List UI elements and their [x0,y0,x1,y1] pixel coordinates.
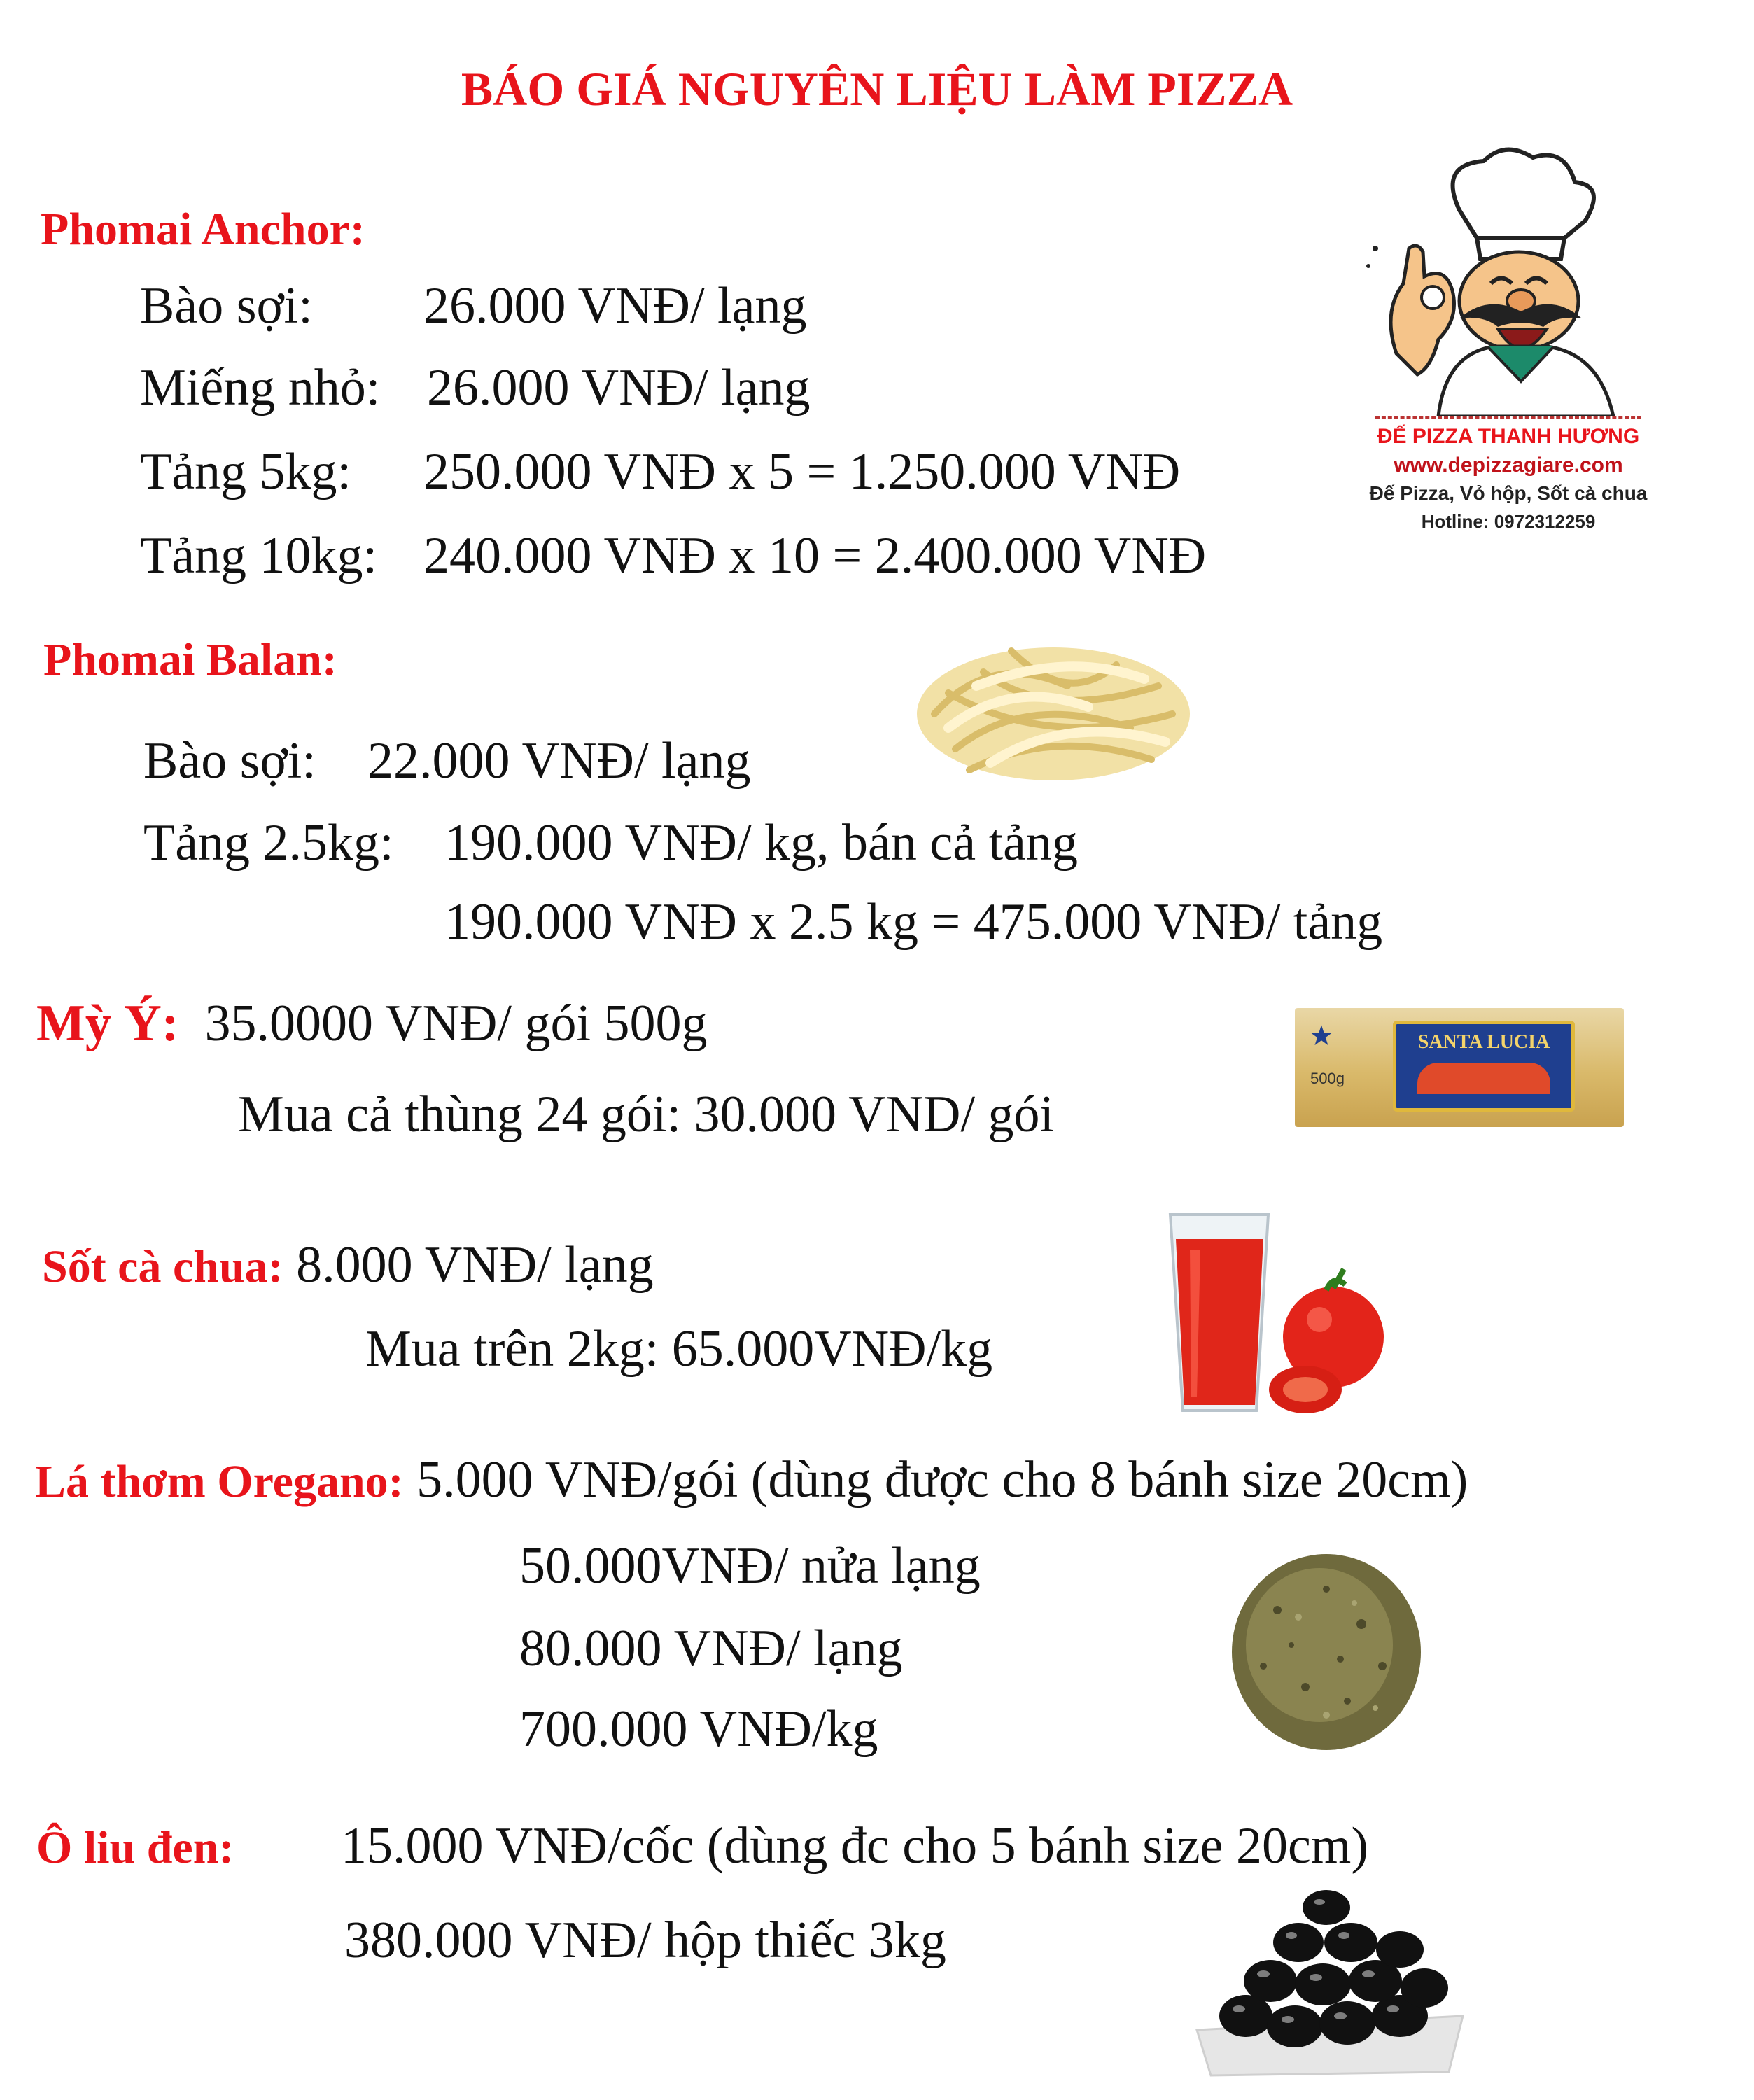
price-line [140,359,811,416]
price-value: 190.000 VNĐ/ kg, bán cả tảng [444,814,1078,872]
price-value: 5.000 VNĐ/gói (dùng được cho 8 bánh size 20cm) [416,1451,1468,1508]
olive-line-1 [36,1816,1368,1876]
price-label: Tảng 5kg: [140,443,352,500]
package-weight: 500g [1310,1070,1345,1087]
page-title: BÁO GIÁ NGUYÊN LIỆU LÀM PIZZA [461,62,1293,115]
price-value: Mua trên 2kg: 65.000VNĐ/kg [365,1320,993,1378]
oregano-line-1 [35,1450,1468,1510]
price-line [143,732,751,790]
section-heading-oregano: Lá thơm Oregano: [35,1456,404,1507]
brand-name: ĐẾ PIZZA THANH HƯƠNG [1377,425,1640,448]
brand-logo [1354,144,1662,550]
price-value: Mua cả thùng 24 gói: 30.000 VND/ gói [238,1086,1055,1143]
section-heading-anchor: Phomai Anchor: [41,204,365,255]
price-line [519,1700,878,1758]
section-heading-sauce: Sốt cà chua: [42,1241,283,1292]
price-line [444,893,1383,951]
section-heading-balan: Phomai Balan: [43,634,337,685]
price-line [519,1620,903,1677]
price-value: 380.000 VNĐ/ hộp thiếc 3kg [344,1912,946,1969]
price-label: Miếng nhỏ: [140,359,381,416]
price-label: Tảng 2.5kg: [143,814,394,872]
brand-tagline: Đế Pizza, Vỏ hộp, Sốt cà chua [1369,482,1648,504]
oregano-image [1221,1547,1431,1757]
price-line [344,1912,946,1969]
package-brand: SANTA LUCIA [1417,1031,1550,1053]
price-line [238,1086,1055,1143]
logo-divider [1375,416,1641,419]
price-value: 35.0000 VNĐ/ gói 500g [204,995,708,1052]
price-line [140,277,807,335]
package-art [1417,1063,1550,1094]
price-label: Bào sợi: [143,732,316,790]
shredded-cheese-image [906,609,1200,791]
price-label: Tảng 10kg: [140,527,378,584]
price-value: 15.000 VNĐ/cốc (dùng đc cho 5 bánh size 20cm) [341,1817,1369,1875]
price-line [140,443,1181,500]
tomato-sauce-image [1162,1200,1393,1424]
price-value: 190.000 VNĐ x 2.5 kg = 475.000 VNĐ/ tảng [444,893,1383,951]
price-value: 22.000 VNĐ/ lạng [367,732,751,790]
price-value: 240.000 VNĐ x 10 = 2.400.000 VNĐ [423,527,1207,584]
brand-hotline: Hotline: 0972312259 [1421,511,1596,532]
price-value: 8.000 VNĐ/ lạng [296,1236,654,1294]
price-value: 50.000VNĐ/ nửa lạng [519,1537,981,1595]
price-value: 80.000 VNĐ/ lạng [519,1620,903,1677]
price-line [140,527,1207,584]
section-heading-pasta: Mỳ Ý: [36,995,179,1052]
sauce-line-1 [42,1236,654,1295]
pasta-line-1 [36,994,708,1054]
price-line [365,1320,993,1378]
chef-mascot-icon [1354,144,1662,416]
price-value: 700.000 VNĐ/kg [519,1700,878,1758]
brand-url: www.depizzagiare.com [1394,454,1623,477]
price-line [519,1537,981,1595]
price-value: 250.000 VNĐ x 5 = 1.250.000 VNĐ [423,443,1181,500]
price-value: 26.000 VNĐ/ lạng [423,277,807,335]
black-olives-image [1183,1876,1477,2079]
price-line [143,814,1078,872]
package-label [1393,1021,1575,1112]
section-heading-olive: Ô liu đen: [36,1822,234,1873]
spaghetti-package-image [1295,1008,1624,1127]
price-label: Bào sợi: [140,277,313,335]
price-value: 26.000 VNĐ/ lạng [427,359,811,416]
star-icon: ★ [1309,1020,1334,1051]
